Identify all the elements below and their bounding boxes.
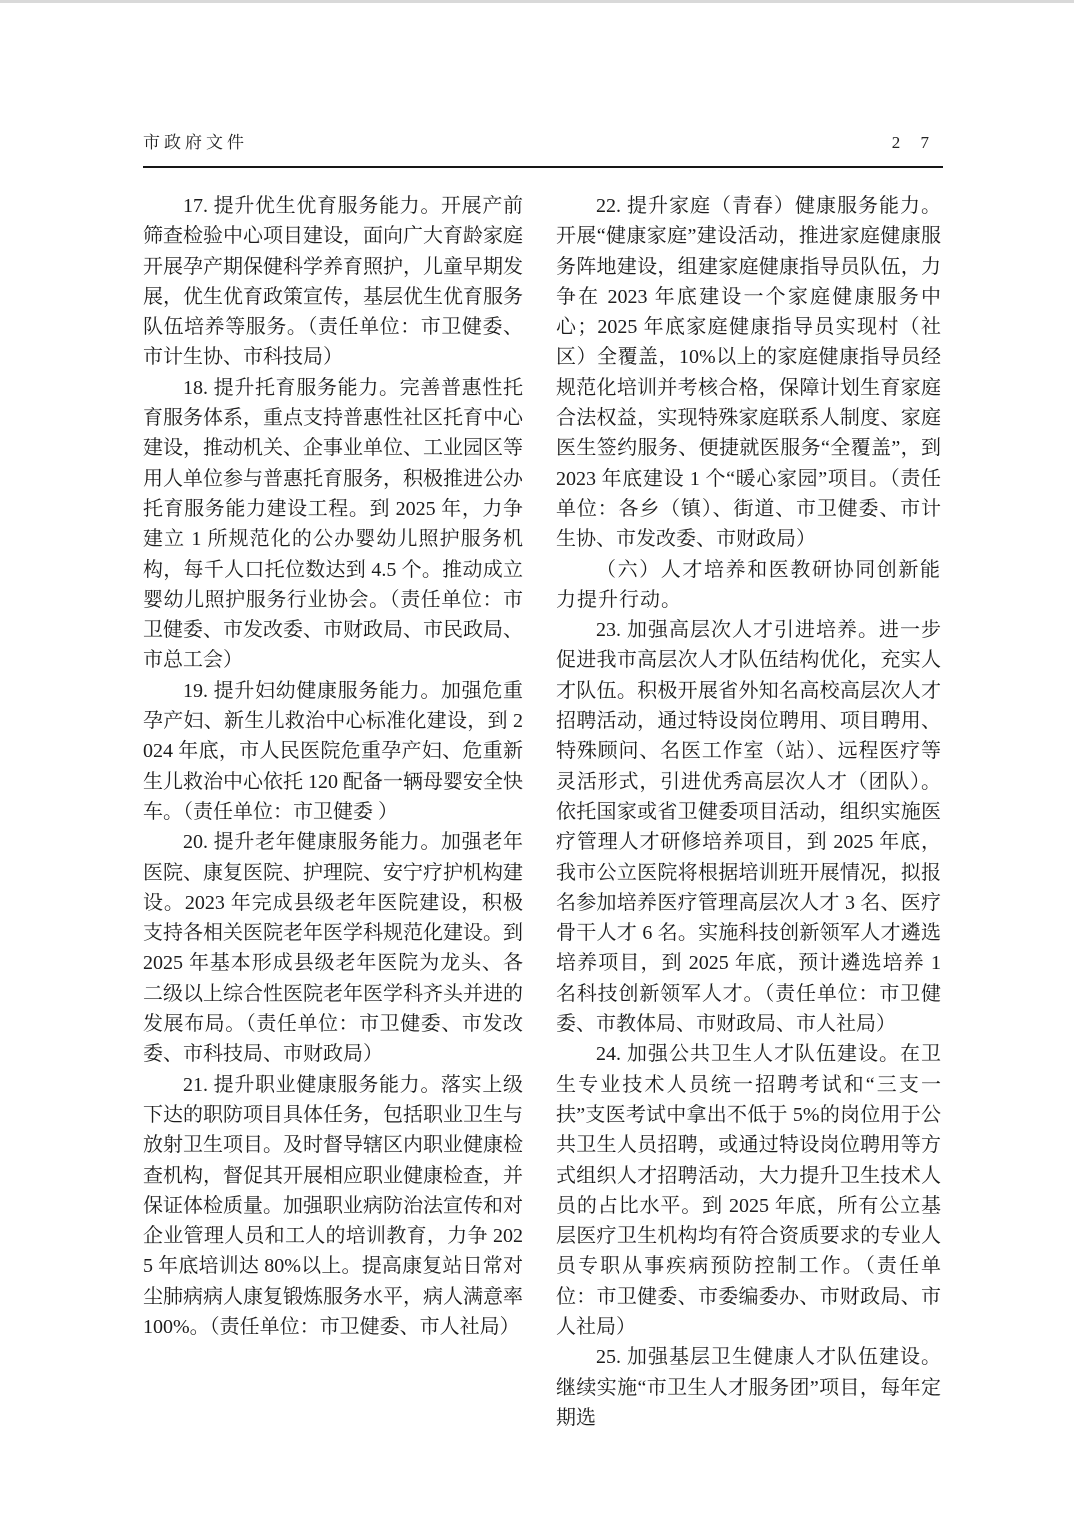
section-heading: （六）人才培养和医教研协同创新能力提升行动。 [556,558,941,611]
paragraph: 25. 加强基层卫生健康人才队伍建设。继续实施“市卫生人才服务团”项目，每年定期选 [556,1346,941,1429]
header-doc-type: 市政府文件 [143,133,248,152]
paragraph: 22. 提升家庭（青春）健康服务能力。开展“健康家庭”建设活动，推进家庭健康服务阵地建设，组建家庭健康指导员队伍，力争在 2023 年底建设一个家庭健康服务中心；2025 年底家庭健康指导员实现村（社区）全覆盖，10%以上的家庭健康指导员经规范化培训并考核合格，保障计划生育家庭合法权益，实现特殊家庭联系人制度、家庭医生签约服务、便捷就医服务“全覆盖”，到 2023 年底建设 1 个“暖心家园”项目。（责任单位：各乡（镇）、街道、市卫健委、市计生协、市发改委、市财政局） [556,195,941,551]
text-columns [143,191,941,1433]
left-column [143,191,523,1433]
scan-edge-artifact [0,0,1074,3]
page-header [143,128,943,153]
right-column [556,191,941,1433]
paragraph: 17. 提升优生优育服务能力。开展产前筛查检验中心项目建设，面向广大育龄家庭开展孕产期保健科学养育照护，儿童早期发展，优生优育政策宣传，基层优生优育服务队伍培养等服务。（责任单位：市卫健委、市计生协、市科技局） [143,195,523,369]
paragraph: 20. 提升老年健康服务能力。加强老年医院、康复医院、护理院、安宁疗护机构建设。2023 年完成县级老年医院建设，积极支持各相关医院老年医学科规范化建设。到 2025 年基本形成县级老年医院为龙头、各二级以上综合性医院老年医学科齐头并进的发展布局。（责任单位：市卫健委、市发改委、市科技局、市财政局） [143,831,523,1066]
paragraph: 18. 提升托育服务能力。完善普惠性托育服务体系，重点支持普惠性社区托育中心建设，推动机关、企事业单位、工业园区等用人单位参与普惠托育服务，积极推进公办托育服务能力建设工程。到 2025 年，力争建立 1 所规范化的公办婴幼儿照护服务机构，每千人口托位数达到 4.5 个。推动成立婴幼儿照护服务行业协会。（责任单位：市卫健委、市发改委、市财政局、市民政局、市总工会） [143,376,523,672]
paragraph: 19. 提升妇幼健康服务能力。加强危重孕产妇、新生儿救治中心标准化建设，到 2024 年底，市人民医院危重孕产妇、危重新生儿救治中心依托 120 配备一辆母婴安全快车。（责任单位：市卫健委 ） [143,679,523,823]
paragraph: 23. 加强高层次人才引进培养。进一步促进我市高层次人才队伍结构优化，充实人才队伍。积极开展省外知名高校高层次人才招聘活动，通过特设岗位聘用、项目聘用、特殊顾问、名医工作室（站）、远程医疗等灵活形式，引进优秀高层次人才（团队）。依托国家或省卫健委项目活动，组织实施医疗管理人才研修培养项目，到 2025 年底，我市公立医院将根据培训班开展情况，拟报名参加培养医疗管理高层次人才 3 名、医疗骨干人才 6 名。实施科技创新领军人才遴选培养项目，到 2025 年底，预计遴选培养 1 名科技创新领军人才。（责任单位：市卫健委、市教体局、市财政局、市人社局） [556,619,941,1036]
paragraph: 21. 提升职业健康服务能力。落实上级下达的职防项目具体任务，包括职业卫生与放射卫生项目。及时督导辖区内职业健康检查机构，督促其开展相应职业健康检查，并保证体检质量。加强职业病防治法宣传和对企业管理人员和工人的培训教育，力争 2025 年底培训达 80%以上。提高康复站日常对尘肺病病人康复锻炼服务水平，病人满意率 100%。（责任单位：市卫健委、市人社局） [143,1073,523,1338]
paragraph: 24. 加强公共卫生人才队伍建设。在卫生专业技术人员统一招聘考试和“三支一扶”支医考试中拿出不低于 5%的岗位用于公共卫生人员招聘，或通过特设岗位聘用等方式组织人才招聘活动，大力提升卫生技术人员的占比水平。到 2025 年底，所有公立基层医疗卫生机构均有符合资质要求的专业人员专职从事疾病预防控制工作。（责任单位：市卫健委、市委编委办、市财政局、市人社局） [556,1043,941,1338]
page-number: 2 7 [891,133,937,152]
header-rule [143,166,943,168]
